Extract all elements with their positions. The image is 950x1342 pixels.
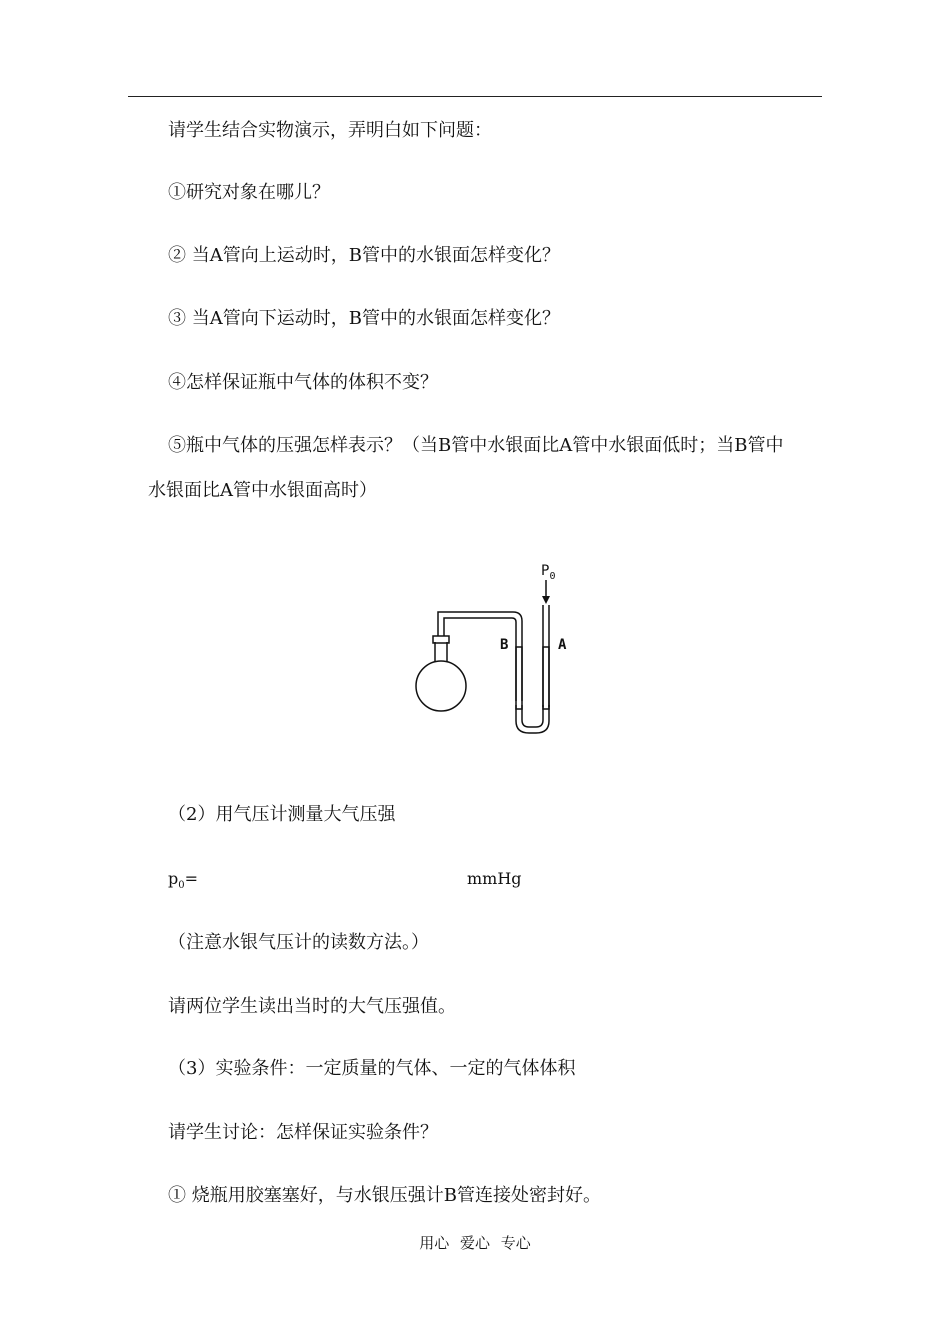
header-rule [128,96,822,97]
label-a: A [558,637,567,653]
flask-bulb [416,661,466,711]
label-b: B [500,637,509,653]
pressure-apparatus-diagram [400,555,600,745]
discussion-prompt: 请学生讨论：怎样保证实验条件？ [168,1122,438,1143]
question-5: ⑤瓶中气体的压强怎样表示？（当B管中水银面比A管中水银面低时；当B管中 [168,435,784,456]
label-p0: $P_0$ [541,563,556,582]
p0-label: $p_0=$ [168,869,199,892]
connecting-tube [438,612,522,701]
section-2-heading: （2）用气压计测量大气压强 [168,804,396,825]
unit-mmhg: mmHg [467,869,522,888]
tube-b [516,647,522,709]
flask-stopper [433,636,449,643]
condition-item-1: ① 烧瓶用胶塞塞好，与水银压强计B管连接处密封好。 [168,1185,601,1206]
question-4: ④怎样保证瓶中气体的体积不变？ [168,372,438,393]
section-3-heading: （3）实验条件：一定质量的气体、一定的气体体积 [168,1058,576,1079]
question-2: ② 当A管向上运动时，B管中的水银面怎样变化？ [168,245,560,266]
page-footer: 用心 爱心 专心 [419,1234,531,1252]
reading-instruction: 请两位学生读出当时的大气压强值。 [168,996,456,1017]
barometer-note: （注意水银气压计的读数方法。） [168,932,429,953]
question-1: ①研究对象在哪儿？ [168,182,330,203]
intro-line: 请学生结合实物演示，弄明白如下问题： [168,120,492,141]
question-3: ③ 当A管向下运动时，B管中的水银面怎样变化？ [168,308,560,329]
question-5-cont: 水银面比A管中水银面高时） [148,480,377,501]
